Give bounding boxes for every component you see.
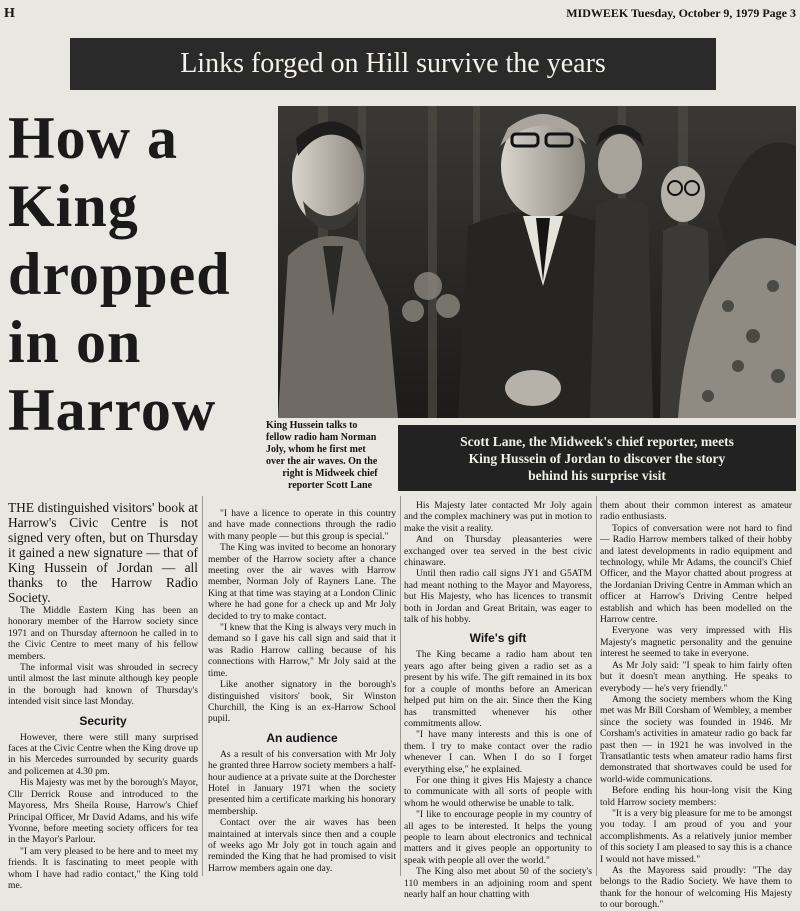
- body-paragraph: The King was invited to become an honorary member of the Harrow society after a chance meeting over the air waves with Harrow member, Norman Joly of Rayners Lane. The King at that time was staying at a London Clinic where he had gone for a check up and Mr Joly decided to try to make contact.: [208, 542, 396, 622]
- standfirst-line: Scott Lane, the Midweek's chief reporter, meets: [460, 433, 734, 449]
- body-paragraph: Contact over the air waves has been maintained at intervals since then and a couple of weeks ago Mr Joly got in touch again and reminded the King that he had promised to visit Harrow members again one day.: [208, 817, 396, 874]
- body-paragraph: "It is a very big pleasure for me to be amongst you today. I am proud of you and your accomplishments. As a relatively junior member of this society I am pleased to say this is a chance I would not have missed.": [600, 807, 792, 865]
- standfirst-line: behind his surprise visit: [528, 467, 666, 483]
- body-paragraph: However, there were still many surprised faces at the Civic Centre when the King drove up in his Mercedes surrounded by security guards and policemen at 4.30 pm.: [8, 731, 198, 777]
- body-paragraph: For one thing it gives His Majesty a chance to communicate with all sorts of people with whom he would otherwise be unable to talk.: [404, 774, 592, 809]
- caption-line: fellow radio ham Norman: [266, 432, 377, 443]
- body-paragraph: "I knew that the King is always very much in demand so I gave his call sign and said that it was Radio Harrow calling because of his connections with Harrow," Mr Joly said at the time.: [208, 622, 396, 679]
- masthead: MIDWEEK Tuesday, October 9, 1979 Page 3: [566, 6, 796, 20]
- article-column-1: [8, 500, 198, 891]
- headline: [8, 104, 270, 444]
- headline-line: Harrow: [8, 377, 217, 443]
- body-paragraph: "I have many interests and this is one of them. I try to make contact over the radio whenever I can. When I do so I forget everything else," he explained.: [404, 729, 592, 775]
- standfirst: [398, 425, 796, 491]
- caption-line: over the air waves. On the: [266, 456, 378, 467]
- body-paragraph: As a result of his conversation with Mr Joly he granted three Harrow society members a half-hour audience at a private suite at the Dorchester Hotel in January 1971 when the society presented him a certificate marking his honorary membership.: [208, 748, 396, 817]
- body-paragraph: "I like to encourage people in my country of all ages to be interested. It helps the young people to learn about electronics and technical matters and it gives people an opportunity to speak with people all over the world.": [404, 809, 592, 866]
- body-paragraph: The informal visit was shrouded in secrecy until almost the last minute although key people in the borough had known of Thursday's intended visit since last Monday.: [8, 662, 198, 708]
- news-photo: [278, 106, 796, 418]
- subheading: Wife's gift: [469, 631, 527, 646]
- column-rule: [596, 496, 597, 876]
- body-paragraph: The King also met about 50 of the society's 110 members in an adjoining room and spent nearly half an hour chatting with: [404, 866, 592, 900]
- body-paragraph: Before ending his hour-long visit the King told Harrow society members:: [600, 785, 792, 808]
- page-letter: H: [4, 6, 15, 21]
- body-paragraph: "I have a licence to operate in this country and have made connections through the radio with many people — but this group is special.": [208, 508, 396, 542]
- subheading: An audience: [266, 730, 338, 745]
- standfirst-line: King Hussein of Jordan to discover the story: [468, 450, 726, 466]
- body-paragraph: The Middle Eastern King has been an honorary member of the Harrow society since 1971 and on Thursday afternoon he called in to the Civic Centre to meet many of his fellow members.: [8, 605, 198, 662]
- body-paragraph: His Majesty was met by the borough's Mayor, Cllr Derrick Rouse and introduced to the Mayoress, Mrs Sheila Rouse, Harrow's Chief Principal Officer, Mr David Adams, and his wife Yvonne, before meeting society officers for tea in the Mayor's Parlour.: [8, 777, 198, 846]
- body-paragraph: Topics of conversation were not hard to find — Radio Harrow members talked of their hobby and latest developments in radio equipment and technology, while Mr Adams, the council's Chief Officer, and the Mayor chatted about progress at the Jordanian Driving Centre in Amman which an officer at Harrow's Driving Centre helped establish and which has been modelled on the Harrow centre.: [600, 522, 792, 626]
- body-paragraph: As the Mayoress said proudly: "The day belongs to the Radio Society. We have them to thank for the honour of welcoming His Majesty to our borough.": [600, 865, 792, 911]
- body-paragraph: them about their common interest as amateur radio enthusiasts.: [600, 500, 792, 523]
- headline-line: How a: [8, 105, 178, 171]
- body-paragraph: As Mr Joly said: "I speak to him fairly often but it doesn't mean anything. He speaks to everybody — he's very friendly.": [600, 659, 792, 694]
- strapline: Links forged on Hill survive the years: [70, 38, 716, 90]
- body-paragraph: Like another signatory in the borough's distinguished visitors' book, Sir Winston Churchill, the King is an ex-Harrow School pupil.: [208, 679, 396, 725]
- body-paragraph: The King became a radio ham about ten years ago after being given a radio set as a present by his wife. The gift remained in its box for a couple of months before an American helped put him on the air. Since then the King has transmitted whenever his other commitments allow.: [404, 649, 592, 729]
- headline-line: King: [8, 173, 139, 239]
- body-paragraph: Among the society members whom the King met was Mr Bill Corsham of Wembley, a member since the society was founded in 1946. Mr Corsham's activities in amateur radio go back far past then — in 1921 he was involved in the Transatlantic tests when amateur radio hams first demonstrated that shortwaves could be used for world-wide communications.: [600, 693, 792, 785]
- column-rule: [400, 496, 401, 876]
- caption-line: King Hussein talks to: [266, 420, 358, 431]
- caption-line: right is Midweek chief: [282, 468, 378, 479]
- caption-line: reporter Scott Lane: [287, 480, 373, 491]
- body-paragraph: Until then radio call signs JY1 and G5ATM had meant nothing to the Mayor and Mayoress, but His Majesty, who has licences to transmit both in Jordan and Great Britain, was eager to talk of his hobby.: [404, 568, 592, 626]
- article-column-2: [208, 508, 396, 874]
- headline-line: in on: [8, 309, 142, 375]
- body-paragraph: "I am very pleased to be here and to meet my friends. It is fascinating to meet people with whom I have had radio contact," the King told me.: [8, 845, 198, 891]
- lede-paragraph: THE distinguished visitors' book at Harrow's Civic Centre is not signed very often, but on Thursday it gained a new signature — that of King Hussein of Jordan — all thanks to the Harrow Radio Society.: [8, 500, 198, 605]
- headline-line: dropped: [8, 241, 231, 307]
- subheading: Security: [79, 713, 127, 728]
- article-column-4: [600, 500, 792, 911]
- photo-caption: [266, 420, 394, 492]
- caption-line: Joly, whom he first met: [266, 444, 366, 455]
- body-paragraph: Everyone was very impressed with His Majesty's magnetic personality and the genuine interest he seemed to take in everyone.: [600, 625, 792, 660]
- article-column-3: [404, 500, 592, 900]
- column-rule: [202, 496, 203, 876]
- body-paragraph: And on Thursday pleasanteries were exchanged over tea served in the best civic chinaware.: [404, 534, 592, 569]
- body-paragraph: His Majesty later contacted Mr Joly again and the complex machinery was put in motion to make the visit a reality.: [404, 500, 592, 534]
